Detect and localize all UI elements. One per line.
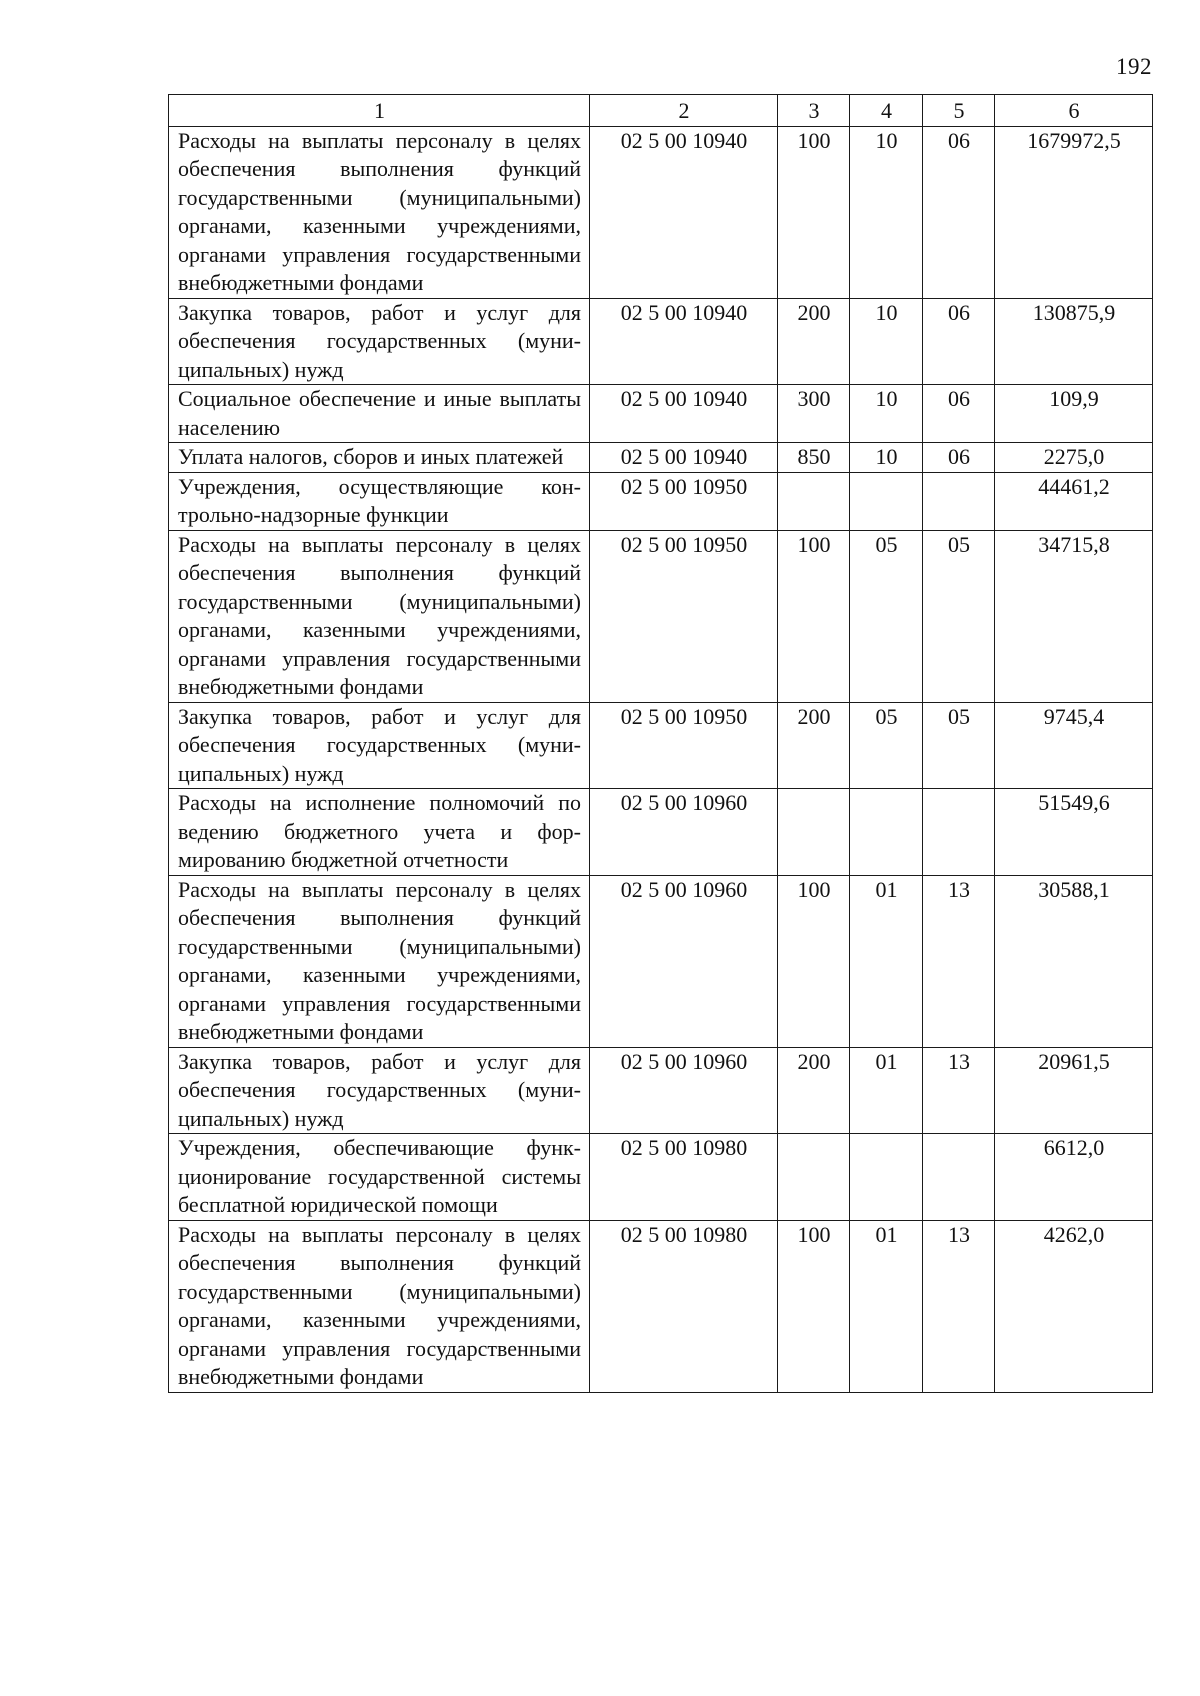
row-code-cell: 02 5 00 10950 — [590, 702, 778, 789]
table-row — [169, 789, 1153, 876]
row-rz-cell: 10 — [850, 126, 923, 298]
row-sum-cell: 4262,0 — [995, 1220, 1153, 1392]
row-code-cell: 02 5 00 10940 — [590, 385, 778, 443]
row-name-cell: Учреждения, обеспечивающие функционирование государственной системы бесплатной юридической помощи — [169, 1134, 590, 1221]
row-vr-cell — [778, 472, 850, 530]
row-pr-cell — [923, 789, 995, 876]
budget-table — [168, 94, 1153, 1393]
row-code-cell: 02 5 00 10940 — [590, 126, 778, 298]
row-pr-cell — [923, 1134, 995, 1221]
row-sum-cell: 1679972,5 — [995, 126, 1153, 298]
row-sum-cell: 51549,6 — [995, 789, 1153, 876]
row-vr-cell: 200 — [778, 702, 850, 789]
row-sum-cell: 2275,0 — [995, 443, 1153, 473]
row-rz-cell: 05 — [850, 702, 923, 789]
table-header-row — [169, 95, 1153, 127]
row-pr-cell: 06 — [923, 385, 995, 443]
table-row — [169, 530, 1153, 702]
row-rz-cell: 01 — [850, 1220, 923, 1392]
column-header: 4 — [850, 95, 923, 127]
table-body — [169, 126, 1153, 1392]
row-rz-cell — [850, 1134, 923, 1221]
row-code-cell: 02 5 00 10980 — [590, 1220, 778, 1392]
row-vr-cell: 100 — [778, 126, 850, 298]
table-row — [169, 443, 1153, 473]
row-pr-cell — [923, 472, 995, 530]
row-code-cell: 02 5 00 10960 — [590, 1047, 778, 1134]
row-code-cell: 02 5 00 10940 — [590, 443, 778, 473]
row-pr-cell: 06 — [923, 126, 995, 298]
row-pr-cell: 05 — [923, 530, 995, 702]
row-rz-cell — [850, 789, 923, 876]
row-rz-cell: 05 — [850, 530, 923, 702]
table-row — [169, 298, 1153, 385]
row-rz-cell: 10 — [850, 443, 923, 473]
row-code-cell: 02 5 00 10980 — [590, 1134, 778, 1221]
table-row — [169, 126, 1153, 298]
row-name-cell: Расходы на исполнение полномочий по ведению бюджетного учета и формированию бюджетной отчетности — [169, 789, 590, 876]
row-pr-cell: 06 — [923, 443, 995, 473]
row-pr-cell: 05 — [923, 702, 995, 789]
row-pr-cell: 13 — [923, 1220, 995, 1392]
row-pr-cell: 13 — [923, 875, 995, 1047]
row-code-cell: 02 5 00 10950 — [590, 530, 778, 702]
row-sum-cell: 20961,5 — [995, 1047, 1153, 1134]
column-header: 3 — [778, 95, 850, 127]
table-row — [169, 472, 1153, 530]
row-vr-cell: 200 — [778, 1047, 850, 1134]
row-vr-cell — [778, 1134, 850, 1221]
row-code-cell: 02 5 00 10940 — [590, 298, 778, 385]
column-header: 1 — [169, 95, 590, 127]
row-vr-cell: 300 — [778, 385, 850, 443]
table-row — [169, 385, 1153, 443]
row-name-cell: Расходы на выплаты персоналу в целях обеспечения выполнения функций государственными (муниципальными) органами, казенными учреждениями, органами управления государственными внебюджетными фондами — [169, 1220, 590, 1392]
row-rz-cell: 01 — [850, 875, 923, 1047]
row-vr-cell: 100 — [778, 1220, 850, 1392]
row-sum-cell: 6612,0 — [995, 1134, 1153, 1221]
row-sum-cell: 130875,9 — [995, 298, 1153, 385]
table-row — [169, 875, 1153, 1047]
table-row — [169, 1047, 1153, 1134]
row-pr-cell: 13 — [923, 1047, 995, 1134]
row-name-cell: Социальное обеспечение и иные выплаты населению — [169, 385, 590, 443]
row-name-cell: Расходы на выплаты персоналу в целях обеспечения выполнения функций государственными (муниципальными) органами, казенными учреждениями, органами управления государственными внебюджетными фондами — [169, 875, 590, 1047]
row-name-cell: Закупка товаров, работ и услуг для обеспечения государственных (муниципальных) нужд — [169, 1047, 590, 1134]
row-rz-cell: 01 — [850, 1047, 923, 1134]
row-rz-cell: 10 — [850, 385, 923, 443]
row-code-cell: 02 5 00 10960 — [590, 875, 778, 1047]
row-name-cell: Расходы на выплаты персоналу в целях обеспечения выполнения функций государственными (муниципальными) органами, казенными учреждениями, органами управления государственными внебюджетными фондами — [169, 530, 590, 702]
column-header: 5 — [923, 95, 995, 127]
column-header: 2 — [590, 95, 778, 127]
row-name-cell: Уплата налогов, сборов и иных платежей — [169, 443, 590, 473]
row-sum-cell: 109,9 — [995, 385, 1153, 443]
row-name-cell: Закупка товаров, работ и услуг для обеспечения государственных (муниципальных) нужд — [169, 702, 590, 789]
row-pr-cell: 06 — [923, 298, 995, 385]
row-name-cell: Учреждения, осуществляющие контрольно-надзорные функции — [169, 472, 590, 530]
row-sum-cell: 34715,8 — [995, 530, 1153, 702]
table-row — [169, 1134, 1153, 1221]
row-rz-cell — [850, 472, 923, 530]
column-header: 6 — [995, 95, 1153, 127]
row-code-cell: 02 5 00 10950 — [590, 472, 778, 530]
row-name-cell: Закупка товаров, работ и услуг для обеспечения государственных (муниципальных) нужд — [169, 298, 590, 385]
page-number: 192 — [1116, 54, 1152, 79]
row-vr-cell: 100 — [778, 530, 850, 702]
row-sum-cell: 30588,1 — [995, 875, 1153, 1047]
row-sum-cell: 9745,4 — [995, 702, 1153, 789]
row-vr-cell: 850 — [778, 443, 850, 473]
table-row — [169, 1220, 1153, 1392]
row-code-cell: 02 5 00 10960 — [590, 789, 778, 876]
row-sum-cell: 44461,2 — [995, 472, 1153, 530]
row-vr-cell — [778, 789, 850, 876]
row-vr-cell: 100 — [778, 875, 850, 1047]
row-name-cell: Расходы на выплаты персоналу в целях обеспечения выполнения функций государственными (муниципальными) органами, казенными учреждениями, органами управления государственными внебюджетными фондами — [169, 126, 590, 298]
row-vr-cell: 200 — [778, 298, 850, 385]
row-rz-cell: 10 — [850, 298, 923, 385]
table-row — [169, 702, 1153, 789]
